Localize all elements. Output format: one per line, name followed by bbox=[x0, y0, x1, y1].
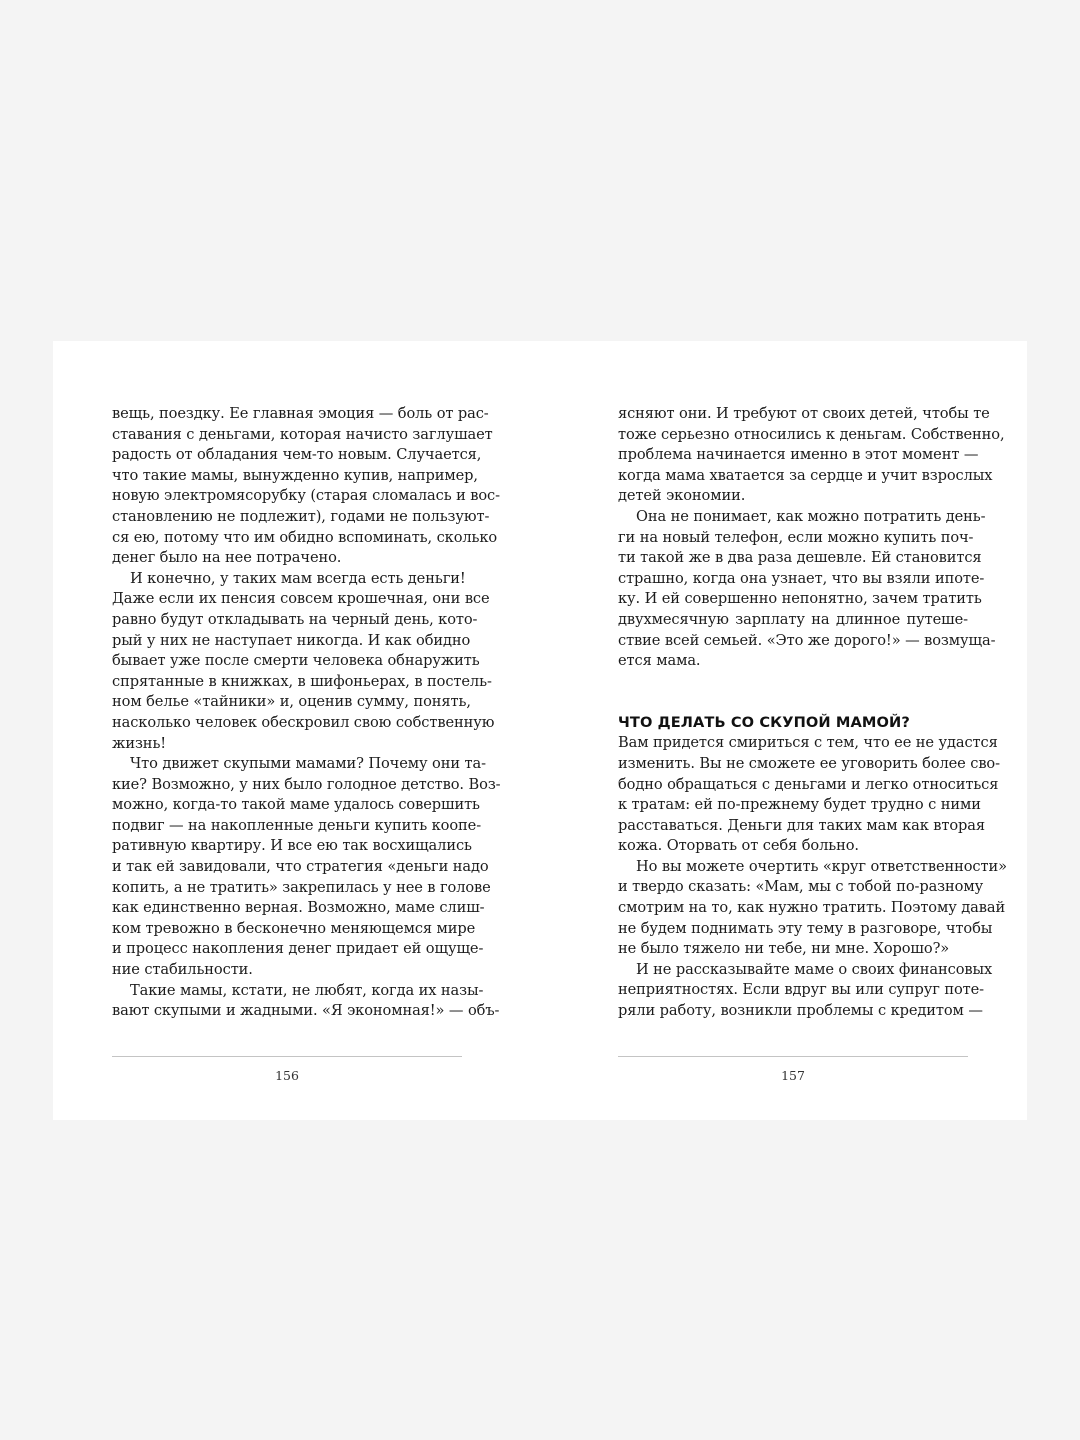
paragraph-first-line: Такие мамы, кстати, не любят, когда их назы- bbox=[130, 981, 484, 999]
text-line: Даже если их пенсия совсем крошечная, они все bbox=[112, 590, 490, 608]
text-line: ствие всей семьей. «Это же дорого!» — возмуща- bbox=[618, 631, 996, 649]
text-line: как единственно верная. Возможно, маме слиш- bbox=[112, 899, 485, 917]
right-page-number: 157 bbox=[781, 1068, 805, 1083]
book-spread bbox=[53, 341, 1027, 1120]
text-line: ти такой же в два раза дешевле. Ей становится bbox=[618, 549, 982, 567]
text-line: бывает уже после смерти человека обнаружить bbox=[112, 652, 480, 670]
section-spacer bbox=[618, 672, 968, 713]
text-line: кожа. Оторвать от себя больно. bbox=[618, 837, 859, 855]
text-line: ясняют они. И требуют от своих детей, чтобы те bbox=[618, 405, 990, 422]
text-line: расставаться. Деньги для таких мам как вторая bbox=[618, 816, 985, 834]
text-line: что такие мамы, вынужденно купив, например, bbox=[112, 466, 478, 484]
text-line: тоже серьезно относились к деньгам. Собственно, bbox=[618, 425, 1005, 443]
text-line: ние стабильности. bbox=[112, 961, 253, 979]
paragraph-first-line: И не рассказывайте маме о своих финансовых bbox=[636, 960, 993, 978]
paragraph-first-line: И конечно, у таких мам всегда есть деньги! bbox=[130, 569, 466, 587]
text-line: ся ею, потому что им обидно вспоминать, сколько bbox=[112, 528, 498, 546]
text-line: проблема начинается именно в этот момент — bbox=[618, 446, 979, 464]
text-line: ряли работу, возникли проблемы с кредитом — bbox=[618, 1002, 983, 1020]
text-line: смотрим на то, как нужно тратить. Поэтому давай bbox=[618, 899, 1006, 917]
text-line: ку. И ей совершенно непонятно, зачем тратить bbox=[618, 590, 982, 608]
text-line: ком тревожно в бесконечно меняющемся мире bbox=[112, 919, 476, 937]
text-line: к тратам: ей по-прежнему будет трудно с ними bbox=[618, 796, 981, 814]
text-line: когда мама хватается за сердце и учит взрослых bbox=[618, 466, 993, 484]
right-page bbox=[618, 404, 1007, 1124]
text-line: насколько человек обескровил свою собственную bbox=[112, 713, 495, 731]
text-line: можно, когда-то такой маме удалось совершить bbox=[112, 796, 480, 814]
text-line: рый у них не наступает никогда. И как обидно bbox=[112, 631, 471, 649]
text-line: становлению не подлежит), годами не пользуют- bbox=[112, 507, 490, 525]
text-line: копить, а не тратить» закрепилась у нее в голове bbox=[112, 878, 491, 896]
text-line: ставания с деньгами, которая начисто заглушает bbox=[112, 425, 493, 443]
text-line: страшно, когда она узнает, что вы взяли ипоте- bbox=[618, 569, 985, 587]
text-line: равно будут откладывать на черный день, кото- bbox=[112, 610, 478, 628]
right-footer-rule bbox=[618, 1056, 968, 1057]
text-line: ративную квартиру. И все ею так восхищались bbox=[112, 837, 472, 855]
left-page-number: 156 bbox=[275, 1068, 299, 1083]
text-line: спрятанные в книжках, в шифоньерах, в постель- bbox=[112, 672, 492, 690]
text-line: бодно обращаться с деньгами и легко относиться bbox=[618, 775, 999, 793]
text-line: ется мама. bbox=[618, 652, 701, 670]
left-page bbox=[112, 404, 501, 1124]
text-line: кие? Возможно, у них было голодное детство. Воз- bbox=[112, 775, 501, 793]
section-heading: ЧТО ДЕЛАТЬ СО СКУПОЙ МАМОЙ? bbox=[618, 713, 910, 731]
text-line: детей экономии. bbox=[618, 487, 746, 505]
text-line: ном белье «тайники» и, оценив сумму, понять, bbox=[112, 693, 471, 711]
text-line: изменить. Вы не сможете ее уговорить более сво- bbox=[618, 754, 1000, 772]
text-line: ги на новый телефон, если можно купить поч- bbox=[618, 528, 974, 546]
text-line: радость от обладания чем-то новым. Случается, bbox=[112, 446, 482, 464]
text-line: денег было на нее потрачено. bbox=[112, 549, 342, 567]
paragraph-first-line: Она не понимает, как можно потратить день- bbox=[636, 507, 986, 525]
paragraph-first-line: Что движет скупыми мамами? Почему они та- bbox=[130, 755, 486, 773]
text-line: и так ей завидовали, что стратегия «деньги надо bbox=[112, 858, 489, 876]
text-line: двухмесячную зарплату на длинное путеше- bbox=[618, 610, 968, 628]
text-line: жизнь! bbox=[112, 734, 167, 752]
text-line: и процесс накопления денег придает ей ощуще- bbox=[112, 940, 484, 958]
text-line: не будем поднимать эту тему в разговоре, чтобы bbox=[618, 919, 993, 937]
text-line: новую электромясорубку (старая сломалась и вос- bbox=[112, 487, 500, 505]
text-line: и твердо сказать: «Мам, мы с тобой по-разному bbox=[618, 878, 984, 896]
paragraph-first-line: Но вы можете очертить «круг ответственности» bbox=[636, 857, 1007, 875]
left-footer-rule bbox=[112, 1056, 462, 1057]
text-line: подвиг — на накопленные деньги купить коопе- bbox=[112, 816, 482, 834]
text-line: вещь, поездку. Ее главная эмоция — боль от рас- bbox=[112, 405, 489, 422]
text-line: Вам придется смириться с тем, что ее не удастся bbox=[618, 734, 998, 752]
text-line: неприятностях. Если вдруг вы или супруг поте- bbox=[618, 981, 984, 999]
text-line: не было тяжело ни тебе, ни мне. Хорошо?» bbox=[618, 940, 950, 958]
text-line: вают скупыми и жадными. «Я экономная!» — объ- bbox=[112, 1002, 500, 1020]
